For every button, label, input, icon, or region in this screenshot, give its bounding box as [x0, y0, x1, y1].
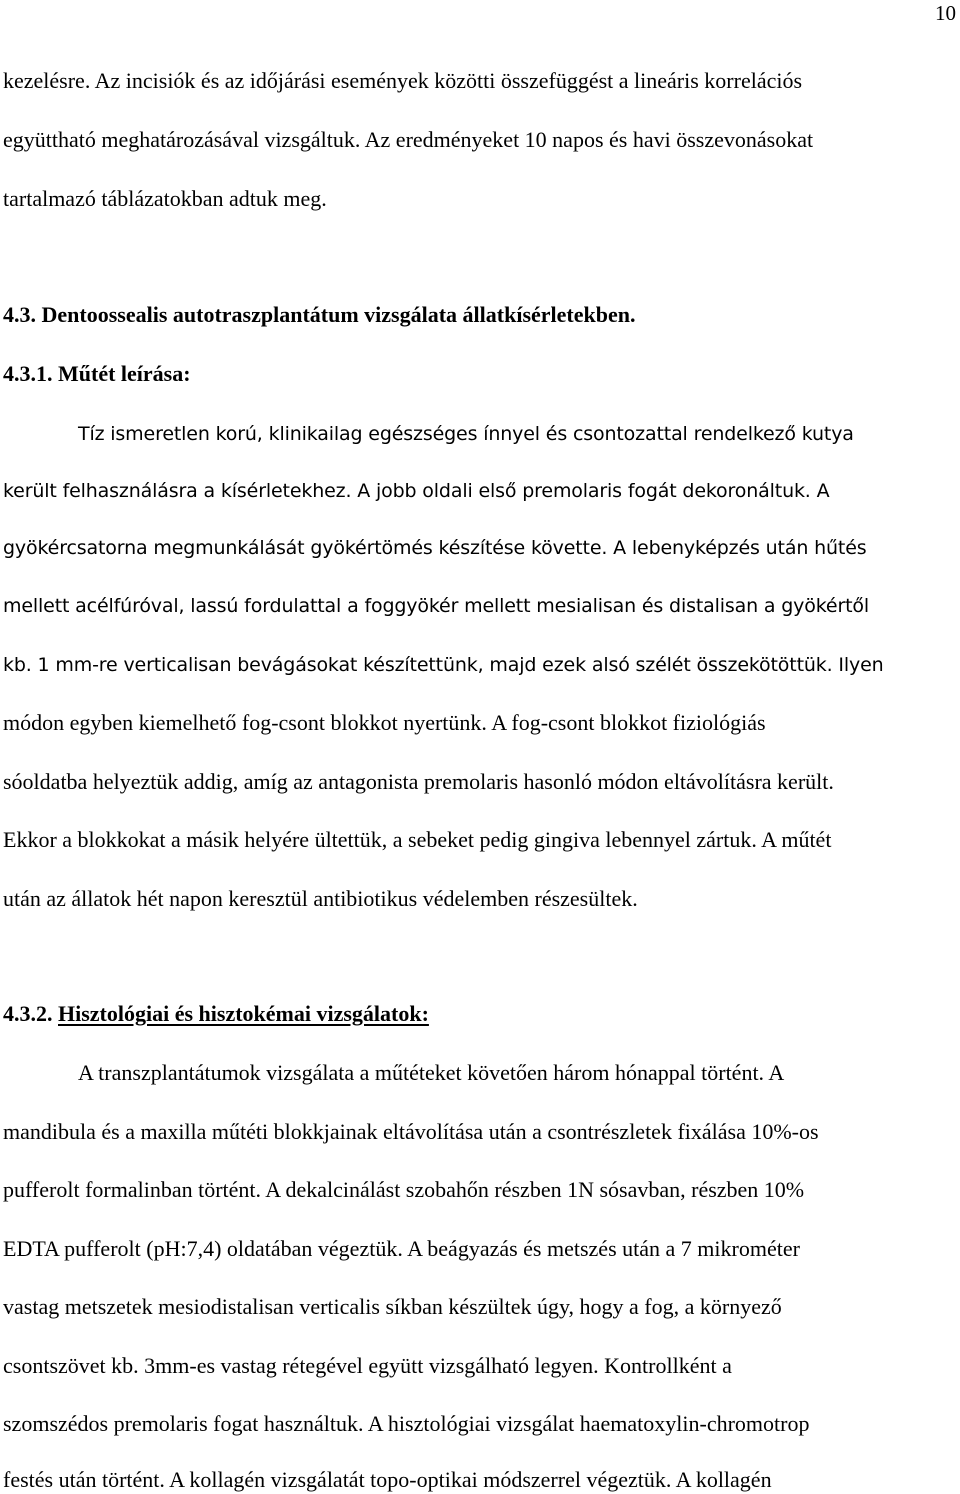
paragraph-line: Tíz ismeretlen korú, klinikailag egészséges ínnyel és csontozattal rendelkező kutya — [78, 423, 854, 445]
paragraph-line: kb. 1 mm-re verticalisan bevágásokat készítettünk, majd ezek alsó szélét összekötöttük. Ilyen — [3, 654, 884, 676]
paragraph-line: A transzplantátumok vizsgálata a műtéteket követően három hónappal történt. A — [78, 1060, 785, 1085]
paragraph-line: mellett acélfúróval, lassú fordulattal a foggyökér mellett mesialisan és distalisan a gyökértől — [3, 595, 870, 617]
section-heading-4-3: 4.3. Dentoossealis autotraszplantátum vizsgálata állatkísérletekben. — [3, 302, 636, 327]
paragraph-line: kezelésre. Az incisiók és az időjárási események közötti összefüggést a lineáris korrelációs — [3, 68, 803, 93]
paragraph-line: mandibula és a maxilla műtéti blokkjainak eltávolítása után a csontrészletek fixálása 10%-os — [3, 1119, 819, 1144]
paragraph-line: sóoldatba helyeztük addig, amíg az antagonista premolaris hasonló módon eltávolításra került. — [3, 769, 834, 794]
paragraph-line: után az állatok hét napon keresztül antibiotikus védelemben részesültek. — [3, 886, 638, 911]
paragraph-line: szomszédos premolaris fogat használtuk. A hisztológiai vizsgálat haematoxylin-chromotrop — [3, 1411, 810, 1436]
section-heading-4-3-2 — [3, 1000, 429, 1028]
paragraph-line: festés után történt. A kollagén vizsgálatát topo-optikai módszerrel végeztük. A kollagén — [3, 1467, 772, 1492]
paragraph-line: együttható meghatározásával vizsgáltuk. Az eredményeket 10 napos és havi összevonásokat — [3, 127, 814, 152]
paragraph-line: tartalmazó táblázatokban adtuk meg. — [3, 186, 327, 211]
paragraph-line: vastag metszetek mesiodistalisan verticalis síkban készültek úgy, hogy a fog, a környező — [3, 1294, 782, 1319]
heading-title: Műtét leírása: — [58, 361, 191, 386]
paragraph-line: módon egyben kiemelhető fog-csont blokkot nyertünk. A fog-csont blokkot fiziológiás — [3, 710, 766, 735]
page-number: 10 — [935, 1, 956, 25]
section-heading-4-3-1 — [3, 360, 191, 388]
paragraph-line: csontszövet kb. 3mm-es vastag rétegével együtt vizsgálható legyen. Kontrollként a — [3, 1353, 732, 1378]
heading-number: 4.3.1. — [3, 361, 58, 386]
paragraph-line: EDTA pufferolt (pH:7,4) oldatában végeztük. A beágyazás és metszés után a 7 mikrométer — [3, 1236, 800, 1261]
paragraph-line: gyökércsatorna megmunkálását gyökértömés készítése követte. A lebenyképzés után hűtés — [3, 537, 867, 559]
heading-number: 4.3.2. — [3, 1001, 58, 1026]
paragraph-line: Ekkor a blokkokat a másik helyére ültettük, a sebeket pedig gingiva lebennyel zártuk. A műtét — [3, 827, 832, 852]
paragraph-line: pufferolt formalinban történt. A dekalcinálást szobahőn részben 1N sósavban, részben 10% — [3, 1177, 805, 1202]
heading-title: Hisztológiai és hisztokémai vizsgálatok: — [58, 1001, 429, 1026]
paragraph-line: került felhasználásra a kísérletekhez. A jobb oldali első premolaris fogát dekoronáltuk. A — [3, 480, 830, 502]
